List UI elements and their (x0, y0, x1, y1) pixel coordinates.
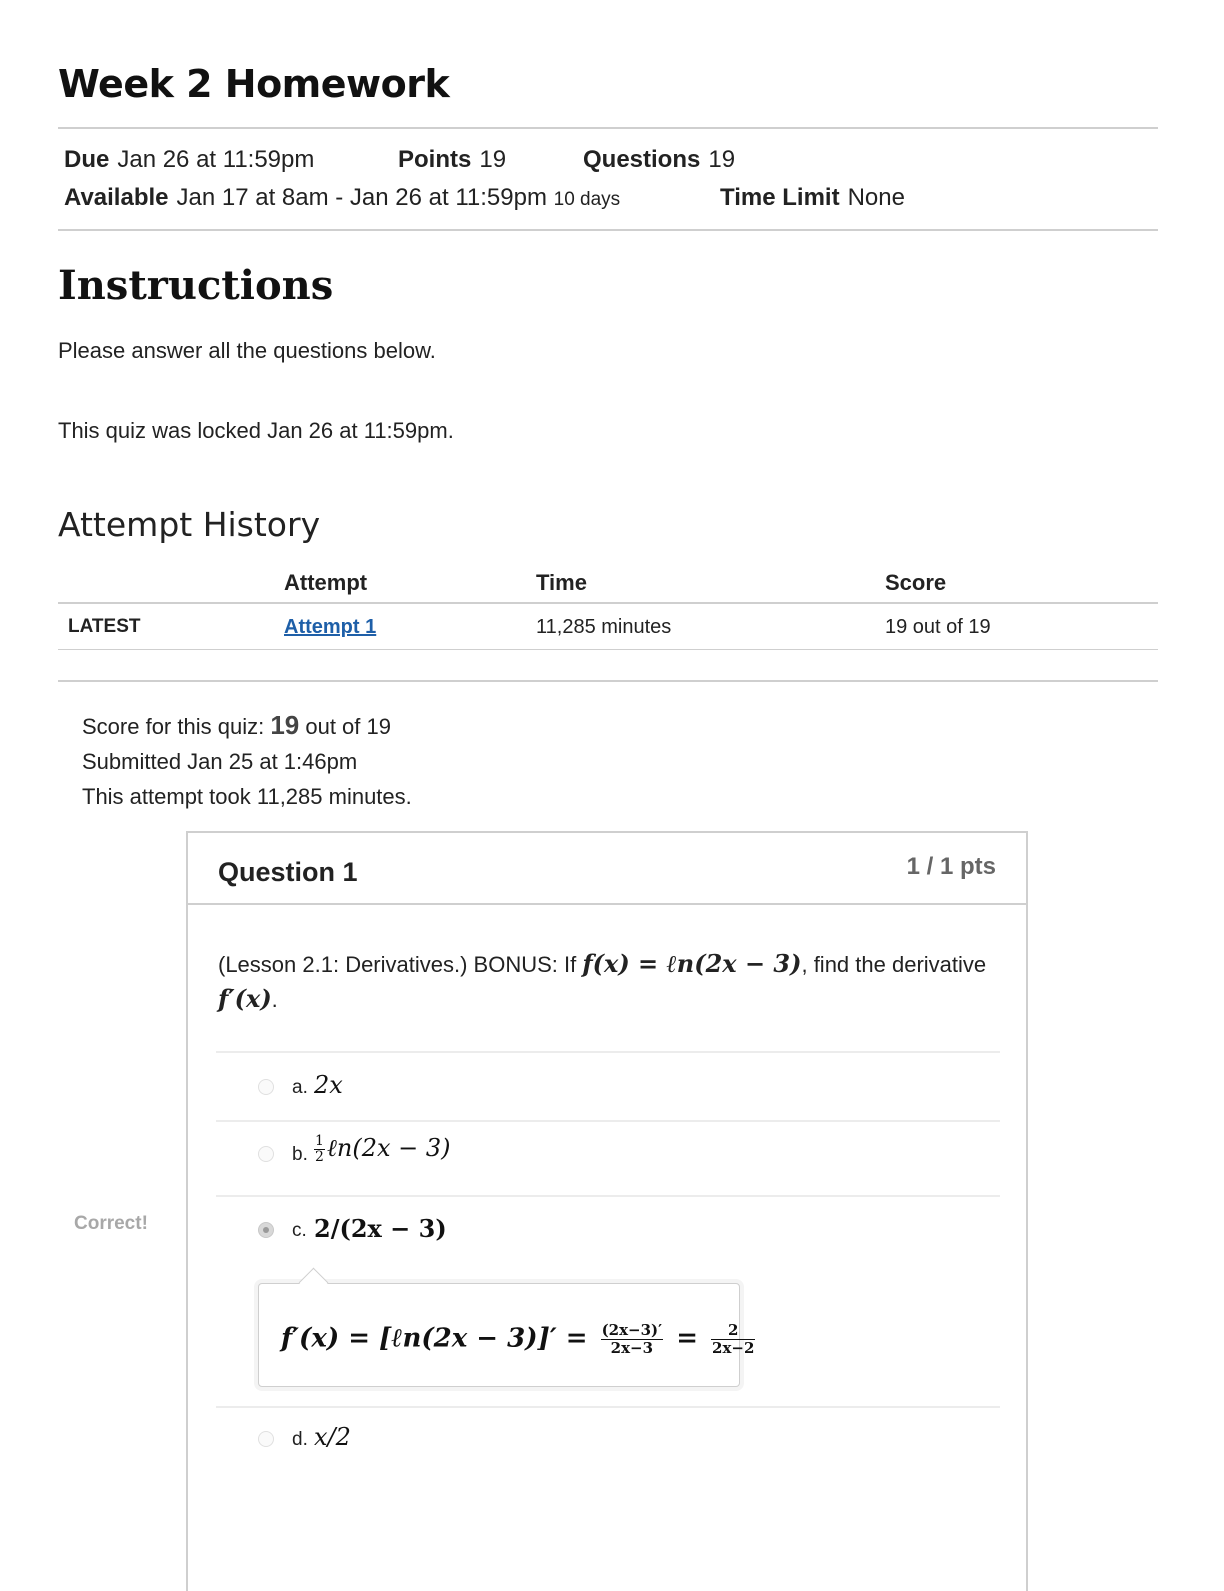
attempt-time: 11,285 minutes (536, 616, 672, 638)
option-divider (216, 1120, 1000, 1122)
attempt-score: 19 out of 19 (885, 616, 991, 638)
option-expression-text: ℓn(2x − 3) (326, 1134, 451, 1162)
questions-label: Questions (583, 146, 701, 173)
instructions-text: Please answer all the questions below. (58, 338, 436, 363)
comment-fraction-1 (601, 1322, 664, 1357)
question-text (218, 947, 1008, 1017)
correct-answer-label: Correct! (74, 1213, 148, 1234)
radio-button[interactable] (258, 1079, 274, 1095)
latest-tag: LATEST (68, 616, 141, 637)
divider (58, 229, 1158, 231)
fraction-denominator: 2x−2 (712, 1339, 755, 1357)
due-info (64, 146, 314, 174)
locked-notice: This quiz was locked Jan 26 at 11:59pm. (58, 418, 454, 443)
question-text-prefix: (Lesson 2.1: Derivatives.) BONUS: If (218, 952, 577, 977)
question-header (188, 833, 1026, 905)
divider (58, 127, 1158, 129)
option-divider (216, 1051, 1000, 1053)
attempt-duration: This attempt took 11,285 minutes. (82, 784, 412, 809)
available-value: Jan 17 at 8am - Jan 26 at 11:59pm (176, 184, 547, 211)
fraction-denominator: 2x−3 (610, 1339, 654, 1357)
radio-button-selected[interactable] (258, 1222, 274, 1238)
points-info (398, 146, 506, 174)
points-value: 19 (479, 146, 507, 173)
fraction-numerator: 2 (711, 1322, 755, 1340)
option-letter: d. (292, 1429, 308, 1450)
table-header-divider (58, 602, 1158, 604)
comment-arrow (299, 1268, 329, 1298)
question-title: Question 1 (218, 857, 358, 887)
option-expression: x/2 (314, 1423, 351, 1451)
comment-formula (281, 1322, 759, 1357)
option-letter: b. (292, 1144, 308, 1165)
submitted-time: Submitted Jan 25 at 1:46pm (82, 749, 358, 774)
due-label: Due (64, 146, 110, 173)
points-label: Points (398, 146, 472, 173)
option-expression: 2/(2x − 3) (314, 1214, 447, 1243)
questions-value: 19 (708, 146, 736, 173)
fraction-numerator: 1 (315, 1133, 324, 1149)
option-divider (216, 1406, 1000, 1408)
question-function: f(x) = ℓn(2x − 3) (582, 949, 802, 978)
option-expression (314, 1134, 451, 1165)
time-limit-info (720, 184, 905, 212)
option-letter: a. (292, 1077, 308, 1098)
table-row-divider (58, 649, 1158, 650)
comment-equals: = (676, 1323, 698, 1354)
divider (58, 680, 1158, 682)
option-letter: c. (292, 1220, 307, 1241)
score-value: 19 (270, 710, 300, 740)
comment-fraction-2 (711, 1322, 755, 1357)
question-points: 1 / 1 pts (906, 853, 996, 880)
fraction-denominator: 2 (315, 1149, 324, 1165)
page-title: Week 2 Homework (58, 62, 450, 106)
due-value: Jan 26 at 11:59pm (117, 146, 315, 173)
available-info (64, 184, 620, 212)
available-duration: 10 days (553, 189, 621, 210)
column-header-attempt: Attempt (284, 570, 368, 595)
fraction-numerator: (2x−3)′ (601, 1321, 663, 1339)
attempt-1-link[interactable]: Attempt 1 (284, 616, 377, 638)
column-header-score: Score (885, 570, 947, 595)
question-text-end: . (271, 987, 278, 1012)
time-limit-label: Time Limit (720, 184, 840, 211)
questions-info (583, 146, 735, 174)
radio-button[interactable] (258, 1146, 274, 1162)
comment-lhs: f′(x) = [ℓn(2x − 3)]′ = (281, 1323, 588, 1354)
answer-comment (258, 1283, 755, 1387)
option-expression: 2x (314, 1071, 343, 1099)
question-card (186, 831, 1028, 1591)
available-label: Available (64, 184, 169, 211)
radio-button[interactable] (258, 1431, 274, 1447)
instructions-heading: Instructions (58, 262, 334, 309)
column-header-time: Time (536, 570, 587, 595)
question-text-middle: , find the derivative (801, 952, 987, 977)
quiz-score (82, 710, 391, 741)
option-divider (216, 1195, 1000, 1197)
time-limit-value: None (847, 184, 905, 211)
attempt-history-heading: Attempt History (58, 505, 321, 544)
fraction (314, 1134, 325, 1165)
score-prefix: Score for this quiz: (82, 714, 265, 739)
score-suffix: out of 19 (305, 714, 391, 739)
question-derivative: f′(x) (218, 984, 272, 1013)
